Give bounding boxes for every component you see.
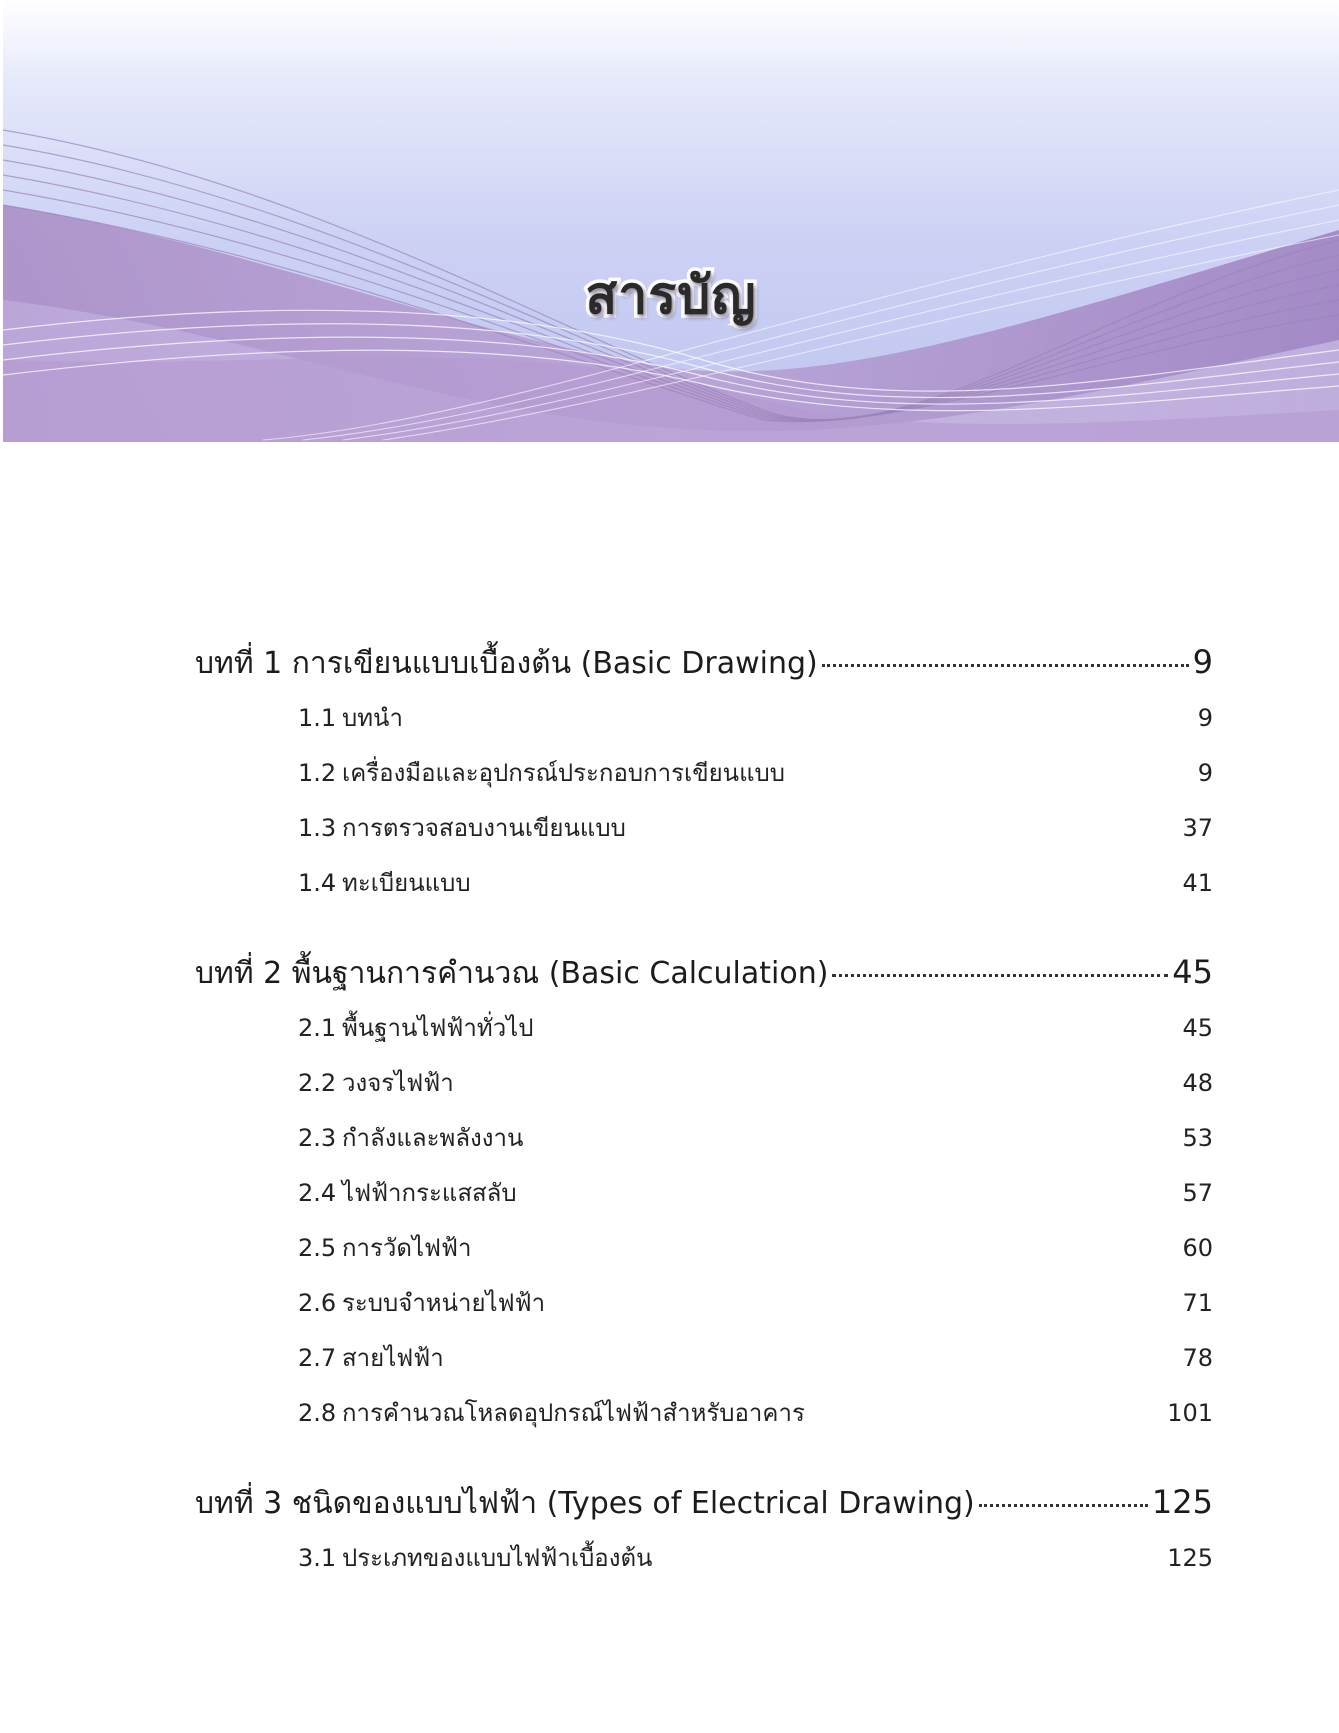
section-page: 37 xyxy=(1182,814,1213,842)
section-number: 1.4 xyxy=(298,869,337,897)
section-page: 78 xyxy=(1182,1344,1213,1372)
section-number: 2.2 xyxy=(298,1069,337,1097)
dot-leader xyxy=(822,664,1189,667)
header-banner xyxy=(3,0,1339,442)
table-of-contents xyxy=(195,640,1213,1593)
section-title: วงจรไฟฟ้า xyxy=(342,1069,454,1097)
chapter-title: บทที่ 2 พื้นฐานการคำนวณ (Basic Calculation) xyxy=(195,956,829,991)
chapter-title: บทที่ 1 การเขียนแบบเบื้องต้น (Basic Drawing) xyxy=(195,646,818,681)
section-title: ไฟฟ้ากระแสสลับ xyxy=(342,1179,517,1207)
section-number: 2.8 xyxy=(298,1399,337,1427)
toc-section-2-3[interactable] xyxy=(195,1118,1213,1173)
section-title: บทนำ xyxy=(342,704,403,732)
section-title: เครื่องมือและอุปกรณ์ประกอบการเขียนแบบ xyxy=(342,759,786,787)
section-page: 60 xyxy=(1182,1234,1213,1262)
toc-chapter-3[interactable] xyxy=(195,1480,1213,1538)
section-page: 9 xyxy=(1197,759,1213,787)
section-page: 53 xyxy=(1182,1124,1213,1152)
toc-section-2-6[interactable] xyxy=(195,1283,1213,1338)
section-number: 2.1 xyxy=(298,1014,337,1042)
section-number: 2.5 xyxy=(298,1234,337,1262)
chapter-page: 45 xyxy=(1172,953,1213,991)
section-title: การตรวจสอบงานเขียนแบบ xyxy=(342,814,626,842)
section-number: 2.4 xyxy=(298,1179,337,1207)
toc-section-1-2[interactable] xyxy=(195,753,1213,808)
section-number: 3.1 xyxy=(298,1544,337,1572)
toc-section-2-4[interactable] xyxy=(195,1173,1213,1228)
section-page: 71 xyxy=(1182,1289,1213,1317)
section-page: 48 xyxy=(1182,1069,1213,1097)
dot-leader xyxy=(832,974,1168,977)
toc-section-1-3[interactable] xyxy=(195,808,1213,863)
toc-section-2-7[interactable] xyxy=(195,1338,1213,1393)
chapter-title: บทที่ 3 ชนิดของแบบไฟฟ้า (Types of Electrical Drawing) xyxy=(195,1486,975,1521)
section-number: 1.1 xyxy=(298,704,337,732)
toc-section-2-5[interactable] xyxy=(195,1228,1213,1283)
toc-section-1-4[interactable] xyxy=(195,863,1213,918)
section-number: 2.3 xyxy=(298,1124,337,1152)
section-number: 1.3 xyxy=(298,814,337,842)
toc-section-1-1[interactable] xyxy=(195,698,1213,753)
section-page: 9 xyxy=(1197,704,1213,732)
toc-chapter-2[interactable] xyxy=(195,950,1213,1008)
page-title: สารบัญ xyxy=(585,266,757,326)
toc-section-2-1[interactable] xyxy=(195,1008,1213,1063)
section-title: ประเภทของแบบไฟฟ้าเบื้องต้น xyxy=(342,1544,653,1572)
section-title: พื้นฐานไฟฟ้าทั่วไป xyxy=(342,1014,534,1042)
section-page: 41 xyxy=(1182,869,1213,897)
section-number: 2.7 xyxy=(298,1344,337,1372)
section-title: ทะเบียนแบบ xyxy=(342,869,471,897)
section-number: 1.2 xyxy=(298,759,337,787)
toc-section-3-1[interactable] xyxy=(195,1538,1213,1593)
section-page: 45 xyxy=(1182,1014,1213,1042)
section-page: 101 xyxy=(1167,1399,1213,1427)
section-page: 125 xyxy=(1167,1544,1213,1572)
chapter-page: 9 xyxy=(1192,643,1213,681)
dot-leader xyxy=(979,1504,1148,1507)
section-title: สายไฟฟ้า xyxy=(342,1344,444,1372)
section-title: กำลังและพลังงาน xyxy=(342,1124,524,1152)
section-title: การวัดไฟฟ้า xyxy=(342,1234,472,1262)
chapter-page: 125 xyxy=(1151,1483,1213,1521)
toc-section-2-8[interactable] xyxy=(195,1393,1213,1448)
toc-section-2-2[interactable] xyxy=(195,1063,1213,1118)
section-page: 57 xyxy=(1182,1179,1213,1207)
wave-background xyxy=(3,0,1339,442)
section-title: การคำนวณโหลดอุปกรณ์ไฟฟ้าสำหรับอาคาร xyxy=(342,1399,805,1427)
section-number: 2.6 xyxy=(298,1289,337,1317)
toc-chapter-1[interactable] xyxy=(195,640,1213,698)
section-title: ระบบจำหน่ายไฟฟ้า xyxy=(342,1289,546,1317)
